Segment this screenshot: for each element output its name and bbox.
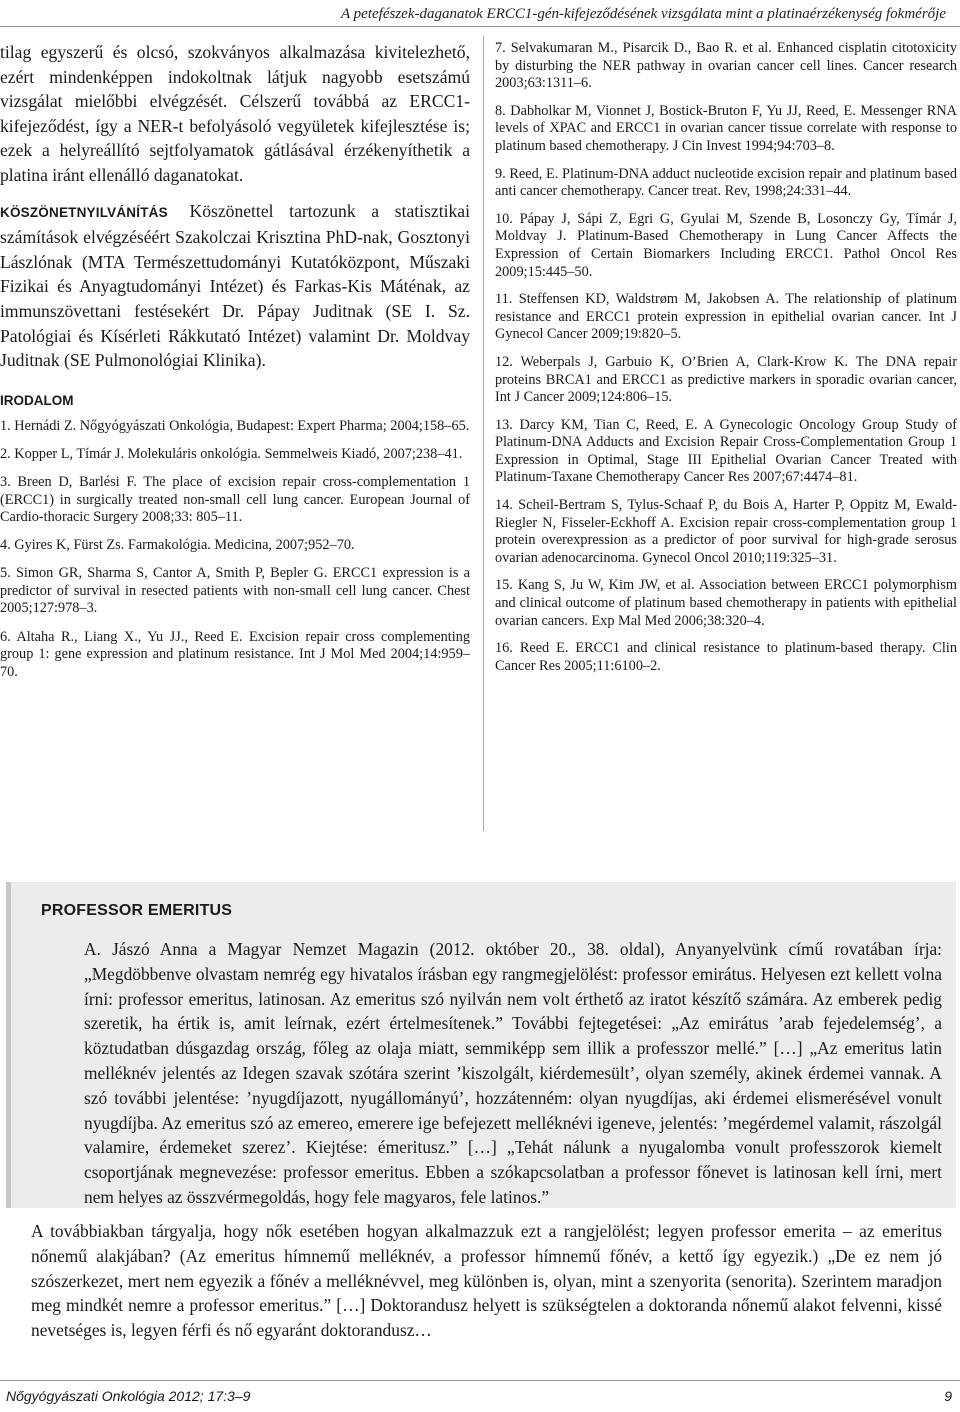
reference-item: 10. Pápay J, Sápi Z, Egri G, Gyulai M, Szende B, Losonczy Gy, Tímár J, Moldvay J. Platinum-Based Chemotherapy in Lung Cancer Affects the Expression of Certain Biomarkers Including ERCC1. Pathol Oncol Res 2009;15:445–50. <box>495 210 957 280</box>
reference-item: 5. Simon GR, Sharma S, Cantor A, Smith P, Bepler G. ERCC1 expression is a predictor of survival in resected patients with non-small cell lung cancer. Chest 2005;127:978–3. <box>0 565 470 617</box>
acknowledgements-text: Köszönettel tartozunk a statisztikai számítások elvégzéséért Szakolczai Krisztina PhD-nak, Gosztonyi Lászlónak (MTA Természettudományi Kutatóközpont, Műszaki Fizikai és Anyagtudományi Intézet) és Farkas-Kis Máténak, az immunszövettani festésekért Dr. Pápay Juditnak (SE I. Sz. Patológiai és Kísérleti Rákkutató Intézet) valamint Dr. Moldvay Juditnak (SE Pulmonológiai Klinika). <box>0 200 470 371</box>
reference-item: 13. Darcy KM, Tian C, Reed, E. A Gynecologic Oncology Group Study of Platinum-DNA Adducts and Excision Repair Cross-Complementation Group 1 Expression in Optimal, Stage III Epithelial Ovarian Cancer Treated with Platinum-Taxane Chemotherapy Cancer Res 2007;67:4474–81. <box>495 416 957 486</box>
followup-paragraph: A továbbiakban tárgyalja, hogy nők esetében hogyan alkalmazzuk ezt a rangjelölést; legyen professor emerita – az emeritus nőnemű alakjában? (Az emeritus hímnemű melléknév, a professor hímnemű főnév, a kettő így egyezik.) „De ez nem jó szószerkezet, mert nem egyezik a főnév a melléknévvel, meg különben is, olyan, mint a szenyorita (senorita). Szerintem maradjon meg mindkét nemre a professor emeritus.” […] Doktorandusz helyett is szükségtelen a doktoranda nőnemű alakot felvenni, kissé nevetséges is, legyen férfi és nő egyaránt doktorandusz… <box>31 1221 942 1341</box>
page-number: 9 <box>944 1388 952 1404</box>
reference-item: 1. Hernádi Z. Nőgyógyászati Onkológia, Budapest: Expert Pharma; 2004;158–65. <box>0 417 470 434</box>
intro-paragraph: tilag egyszerű és olcsó, szokványos alkalmazása kivitelezhető, ezért mindenképpen indokoltnak látjuk nagyobb esetszámú vizsgálat mielőbbi elvégzését. Célszerű továbbá az ERCC1-kifejeződést, így a NER-t befolyásoló vegyületek kifejlesztése is; ezek a helyreállító sejtfolyamatok gátlásával érzékenyíthetik a platina iránt ellenálló daganatokat. <box>0 42 470 185</box>
acknowledgements-paragraph <box>0 199 470 373</box>
right-column <box>495 40 957 685</box>
reference-item: 12. Weberpals J, Garbuio K, O’Brien A, Clark-Krow K. The DNA repair proteins BRCA1 and ERCC1 as predictive markers in sporadic ovarian cancer, Int J Cancer 2009;124:806–15. <box>495 353 957 406</box>
reference-list-right <box>495 40 957 675</box>
acknowledgements-heading: KÖSZÖNETNYILVÁNÍTÁS <box>0 204 168 220</box>
reference-item: 3. Breen D, Barlési F. The place of excision repair cross-complementation 1 (ERCC1) in surgically treated non-small cell lung cancer. European Journal of Cardio-thoracic Surgery 2008;33: 805–11. <box>0 473 470 526</box>
footer-journal: Nőgyógyászati Onkológia 2012; 17:3–9 <box>6 1388 251 1404</box>
reference-item: 8. Dabholkar M, Vionnet J, Bostick-Bruton F, Yu JJ, Reed, E. Messenger RNA levels of XPAC and ERCC1 in ovarian cancer tissue correlate with response to platinum based chemotherapy. J Cin Invest 1994;94:703–8. <box>495 102 957 154</box>
reference-item: 6. Altaha R., Liang X., Yu JJ., Reed E. Excision repair cross complementing group 1: gene expression and platinum resistance. Int J Mol Med 2004;14:959–70. <box>0 628 470 680</box>
left-column <box>0 40 470 692</box>
box-heading: PROFESSOR EMERITUS <box>41 902 233 919</box>
reference-item: 2. Kopper L, Tímár J. Molekuláris onkológia. Semmelweis Kiadó, 2007;238–41. <box>0 445 463 462</box>
footer-rule <box>0 1380 960 1381</box>
box-quote-text: A. Jászó Anna a Magyar Nemzet Magazin (2012. október 20., 38. oldal), Anyanyelvünk című rovatában írja: „Megdöbbenve olvastam nemrég egy hivatalos írásban egy rangmegjelölést: professor emirátus. Helyesen ezt kellett volna írni: professor emeritus, latinosan. Az emeritus szó nyilván nem volt érthető az iratot készítő számára. Az emberek pedig szeretik, ha értik is, amit leírnak, ezért értelmesítenek.” További fejtegetései: „Az emirátus ’arab fejedelemség’, a köztudatban dúsgazdag ország, főleg az olaja miatt, semmiképp sem illik a professzor mellé.” […] „Az emeritus latin melléknév jelentés az Idegen szavak szótára szerint ’kiszolgált, kiérdemesült’, olyan személy, akinek érdemei vannak. A szó további jelentése: ’nyugdíjazott, nyugállományú’, hozzátenném: olyan nyugdíjas, aki érdemei elismerésével vonult nyugdíjba. Az emeritus szó az emereo, emerere ige befejezett melléknévi igeneve, jelentés: ’megérdemel valamit, rászolgál valamire, érdemeket szerez’. Kiejtése: émeritusz.” […] „Tehát nálunk a nyugalomba vonult professzorok kiemelt csoportjának megnevezése: professor emeritus. Ebben a szókapcsolatban a professor főnevet is latinosan kell írni, mert nem helyes az összvérmegoldás, hogy fele magyaros, fele latinos.” <box>84 939 942 1207</box>
reference-item: 4. Gyires K, Fürst Zs. Farmakológia. Medicina, 2007;952–70. <box>0 537 355 554</box>
reference-list-left <box>0 418 470 682</box>
header-rule <box>0 26 960 27</box>
reference-item: 16. Reed E. ERCC1 and clinical resistance to platinum-based therapy. Clin Cancer Res 2005;11:6100–2. <box>495 640 957 674</box>
reference-item: 9. Reed, E. Platinum-DNA adduct nucleotide excision repair and platinum based anti cancer chemotherapy. Cancer treat. Rev, 1998;24:331–44. <box>495 165 957 200</box>
reference-item: 7. Selvakumaran M., Pisarcik D., Bao R. et al. Enhanced cisplatin citotoxicity by disturbing the NER pathway in ovarian cancer cell lines. Cancer research 2003;63:1311–6. <box>495 40 957 92</box>
references-heading: IRODALOM <box>0 392 74 408</box>
reference-item: 14. Scheil-Bertram S, Tylus-Schaaf P, du Bois A, Harter P, Oppitz M, Ewald-Riegler N, Fisseler-Eckhoff A. Excision repair cross-complementation group 1 protein overexpression as a predictor of poor survival for high-grade serosus ovarian adenocarcinoma. Gynecol Oncol 2010;119:325–31. <box>495 497 957 566</box>
column-divider <box>483 36 484 831</box>
reference-item: 11. Steffensen KD, Waldstrøm M, Jakobsen A. The relationship of platinum resistance and ERCC1 protein expression in epithelial ovarian cancer. Int J Gynecol Cancer 2009;19:820–5. <box>495 291 957 343</box>
reference-item: 15. Kang S, Ju W, Kim JW, et al. Association between ERCC1 polymorphism and clinical outcome of platinum based chemotherapy in patients with epithelial ovarian cancers. Exp Mal Med 2006;38:320–4. <box>495 577 957 629</box>
running-header: A petefészek-daganatok ERCC1-gén-kifejeződésének vizsgálata mint a platinaérzékenység fokmérője <box>341 6 946 22</box>
